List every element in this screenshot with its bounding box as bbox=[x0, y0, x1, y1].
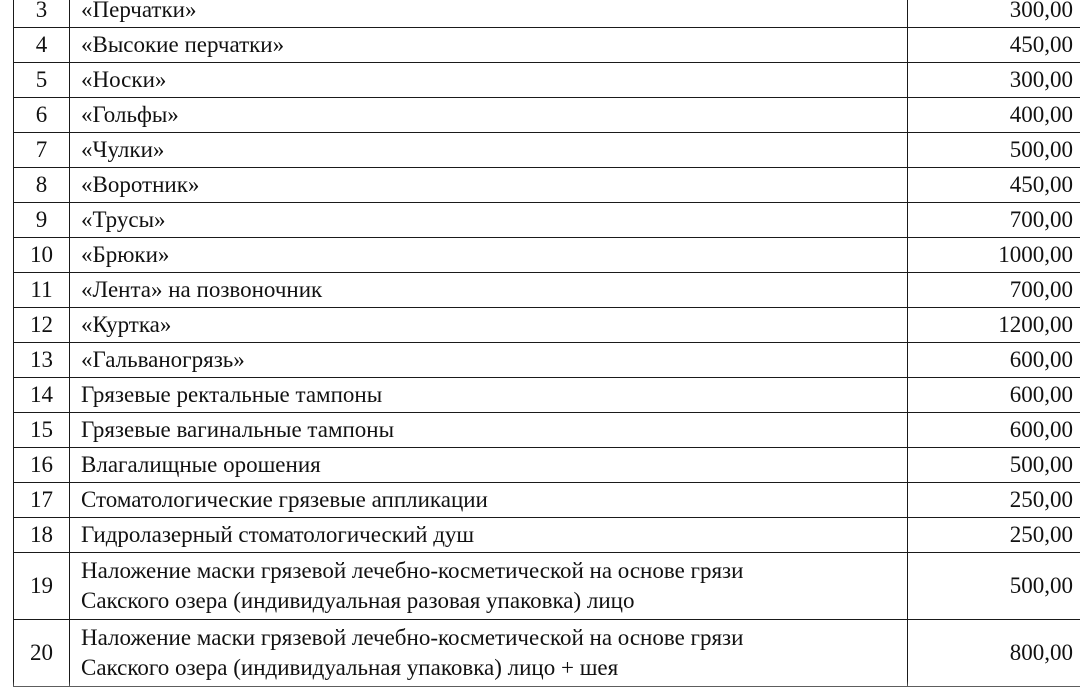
service-name-cell bbox=[70, 28, 908, 63]
service-name-cell bbox=[70, 483, 908, 518]
service-name-line: «Гольфы» bbox=[81, 102, 179, 127]
table-row bbox=[14, 378, 1080, 413]
price-cell: 500,00 bbox=[908, 448, 1080, 483]
row-number-cell: 3 bbox=[14, 0, 70, 28]
service-name-line: «Высокие перчатки» bbox=[81, 32, 285, 57]
service-name-line: «Воротник» bbox=[81, 172, 200, 197]
row-number-cell: 19 bbox=[14, 553, 70, 620]
price-cell: 250,00 bbox=[908, 483, 1080, 518]
service-name-line: Влагалищные орошения bbox=[81, 452, 321, 477]
table-row bbox=[14, 273, 1080, 308]
service-name-cell bbox=[70, 273, 908, 308]
service-name-cell bbox=[70, 98, 908, 133]
service-name-cell bbox=[70, 168, 908, 203]
service-name-line: Гидролазерный стоматологический душ bbox=[81, 522, 475, 547]
row-number-cell: 9 bbox=[14, 203, 70, 238]
service-name-cell bbox=[70, 203, 908, 238]
service-name-cell bbox=[70, 413, 908, 448]
price-cell: 600,00 bbox=[908, 343, 1080, 378]
price-cell: 1000,00 bbox=[908, 238, 1080, 273]
row-number-cell: 11 bbox=[14, 273, 70, 308]
row-number-cell: 7 bbox=[14, 133, 70, 168]
service-name-cell bbox=[70, 0, 908, 28]
price-table-body bbox=[14, 0, 1080, 687]
service-name-line: «Перчатки» bbox=[81, 0, 197, 22]
row-number-cell: 13 bbox=[14, 343, 70, 378]
price-cell: 800,00 bbox=[908, 620, 1080, 687]
table-row bbox=[14, 0, 1080, 28]
table-row bbox=[14, 63, 1080, 98]
service-name-line: «Трусы» bbox=[81, 207, 166, 232]
service-name-cell bbox=[70, 308, 908, 343]
row-number-cell: 20 bbox=[14, 620, 70, 687]
service-name-line: «Носки» bbox=[81, 67, 167, 92]
service-name-line: «Куртка» bbox=[81, 312, 172, 337]
row-number-cell: 17 bbox=[14, 483, 70, 518]
service-name-line: Сакского озера (индивидуальная разовая упаковка) лицо bbox=[81, 588, 635, 613]
row-number-cell: 18 bbox=[14, 518, 70, 553]
table-row bbox=[14, 168, 1080, 203]
price-cell: 1200,00 bbox=[908, 308, 1080, 343]
service-name-line: Сакского озера (индивидуальная упаковка) лицо + шея bbox=[81, 655, 619, 680]
service-name-cell bbox=[70, 343, 908, 378]
service-name-cell bbox=[70, 133, 908, 168]
row-number-cell: 8 bbox=[14, 168, 70, 203]
price-cell: 400,00 bbox=[908, 98, 1080, 133]
row-number-cell: 4 bbox=[14, 28, 70, 63]
row-number-cell: 6 bbox=[14, 98, 70, 133]
service-name-line: Наложение маски грязевой лечебно-косметической на основе грязи bbox=[81, 558, 744, 583]
service-name-cell bbox=[70, 63, 908, 98]
table-row bbox=[14, 343, 1080, 378]
price-cell: 700,00 bbox=[908, 273, 1080, 308]
price-cell: 450,00 bbox=[908, 168, 1080, 203]
price-cell: 600,00 bbox=[908, 378, 1080, 413]
table-row bbox=[14, 518, 1080, 553]
table-row bbox=[14, 413, 1080, 448]
table-row bbox=[14, 448, 1080, 483]
service-name-cell bbox=[70, 378, 908, 413]
service-name-cell bbox=[70, 238, 908, 273]
service-name-line: Наложение маски грязевой лечебно-косметической на основе грязи bbox=[81, 625, 744, 650]
table-row bbox=[14, 203, 1080, 238]
service-name-line: Грязевые ректальные тампоны bbox=[81, 382, 383, 407]
table-row bbox=[14, 238, 1080, 273]
service-name-cell bbox=[70, 620, 908, 687]
service-name-line: «Лента» на позвоночник bbox=[81, 277, 323, 302]
service-name-line: Стоматологические грязевые аппликации bbox=[81, 487, 488, 512]
table-row bbox=[14, 620, 1080, 687]
service-name-cell bbox=[70, 448, 908, 483]
price-cell: 600,00 bbox=[908, 413, 1080, 448]
table-row bbox=[14, 483, 1080, 518]
price-cell: 700,00 bbox=[908, 203, 1080, 238]
service-name-line: «Гальваногрязь» bbox=[81, 347, 245, 372]
price-cell: 250,00 bbox=[908, 518, 1080, 553]
row-number-cell: 16 bbox=[14, 448, 70, 483]
price-cell: 450,00 bbox=[908, 28, 1080, 63]
row-number-cell: 5 bbox=[14, 63, 70, 98]
price-cell: 300,00 bbox=[908, 0, 1080, 28]
row-number-cell: 12 bbox=[14, 308, 70, 343]
row-number-cell: 14 bbox=[14, 378, 70, 413]
price-cell: 300,00 bbox=[908, 63, 1080, 98]
service-name-line: «Чулки» bbox=[81, 137, 165, 162]
service-name-cell bbox=[70, 553, 908, 620]
price-table bbox=[13, 0, 1080, 687]
row-number-cell: 10 bbox=[14, 238, 70, 273]
table-row bbox=[14, 28, 1080, 63]
table-row bbox=[14, 133, 1080, 168]
price-cell: 500,00 bbox=[908, 553, 1080, 620]
service-name-cell bbox=[70, 518, 908, 553]
service-name-line: Грязевые вагинальные тампоны bbox=[81, 417, 395, 442]
row-number-cell: 15 bbox=[14, 413, 70, 448]
service-name-line: «Брюки» bbox=[81, 242, 170, 267]
price-cell: 500,00 bbox=[908, 133, 1080, 168]
table-row bbox=[14, 98, 1080, 133]
table-row bbox=[14, 308, 1080, 343]
table-row bbox=[14, 553, 1080, 620]
